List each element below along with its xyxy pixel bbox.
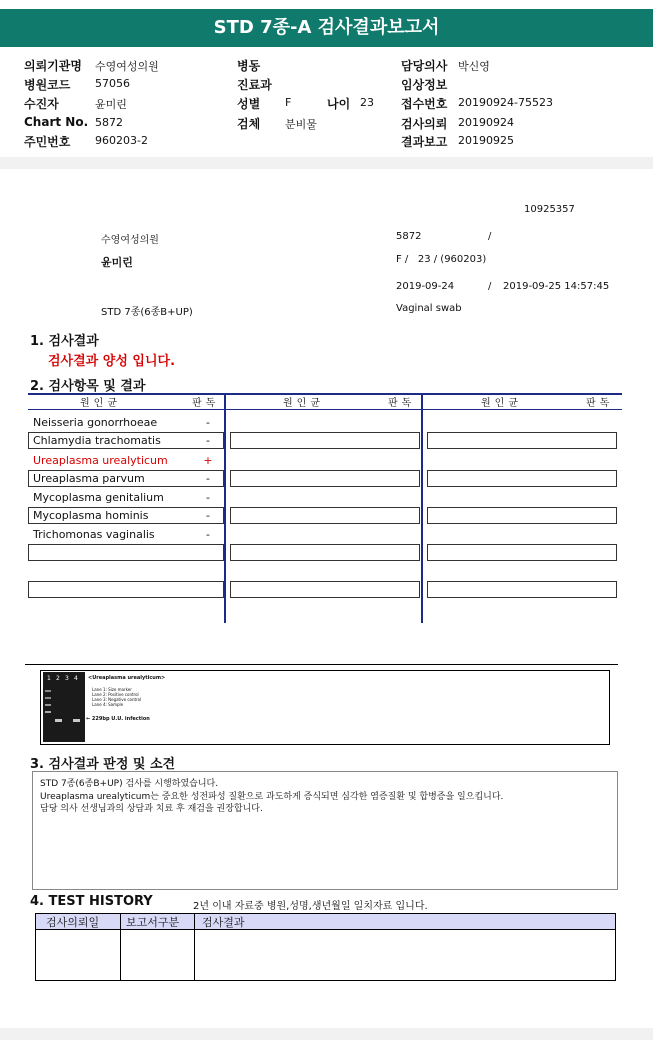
value-specimen: 분비물: [285, 118, 317, 131]
ladder-band: [45, 704, 51, 706]
empty-row-box: [28, 581, 224, 598]
empty-row-box: [427, 581, 617, 598]
column-divider-2: [421, 395, 423, 623]
item-verdict: -: [206, 472, 210, 485]
value-hospital-code: 57056: [95, 77, 130, 90]
result-summary: 검사결과 양성 입니다.: [48, 354, 176, 369]
label-specimen: 검체: [237, 117, 261, 131]
item-name: Chlamydia trachomatis: [33, 434, 161, 447]
value-sex: F: [285, 96, 292, 109]
value-institution: 수영여성의원: [95, 60, 159, 73]
label-sex: 성별: [237, 97, 261, 111]
section3-title: 3. 검사결과 판정 및 소견: [30, 757, 176, 772]
label-clinical-info: 임상정보: [401, 78, 448, 92]
gel-legend: Lane 2: Positive control: [92, 692, 139, 697]
section-divider: [25, 664, 618, 665]
label-receipt-no: 접수번호: [401, 97, 448, 111]
report-chart: 5872: [396, 231, 422, 242]
history-table-body: [35, 929, 616, 981]
item-verdict: -: [206, 416, 210, 429]
value-age: 23: [360, 96, 374, 109]
empty-row-box: [427, 470, 617, 487]
report-sex-age: F / 23 / (960203): [396, 254, 487, 265]
report-date-report: 2019-09-25 14:57:45: [503, 281, 610, 292]
item-name: Neisseria gonorrhoeae: [33, 416, 158, 429]
item-verdict: -: [206, 509, 210, 522]
sample-band: [73, 719, 80, 722]
label-resident-no: 주민번호: [24, 135, 71, 149]
history-header-result: 검사결과: [202, 916, 245, 929]
empty-row-box: [427, 544, 617, 561]
lane-number: 3: [65, 675, 69, 682]
item-verdict: -: [206, 491, 210, 504]
report-test-name: STD 7종(6종B+UP): [101, 307, 193, 318]
report-date-request: 2019-09-24: [396, 281, 455, 292]
col-header-pathogen-2: 원인균: [283, 398, 324, 409]
empty-row-box: [230, 581, 420, 598]
label-hospital-code: 병원코드: [24, 78, 71, 92]
value-chart-no: 5872: [95, 116, 123, 129]
empty-row-box: [427, 507, 617, 524]
col-header-verdict-3: 판독: [586, 398, 614, 409]
ladder-band: [45, 690, 51, 692]
gel-electrophoresis-panel: [40, 670, 610, 745]
lane-number: 1: [47, 675, 51, 682]
gel-band-label: ← 229bp U.U. infection: [86, 716, 150, 722]
ladder-band: [45, 711, 51, 713]
empty-row-box: [28, 544, 224, 561]
gel-legend: Lane 3: Negative control: [92, 697, 142, 702]
label-doctor: 담당의사: [401, 59, 448, 73]
report-date-slash: /: [488, 281, 492, 292]
section2-title: 2. 검사항목 및 결과: [30, 379, 146, 394]
value-request-date: 20190924: [458, 116, 514, 129]
gel-legend: Lane 4: Sample: [92, 702, 124, 707]
item-verdict: -: [206, 528, 210, 541]
gel-legend: Lane 1: Size marker: [92, 687, 132, 692]
history-header-request-date: 검사의뢰일: [46, 916, 100, 929]
report-title: STD 7종-A 검사결과보고서: [0, 9, 653, 47]
col-header-pathogen-1: 원인균: [80, 398, 121, 409]
footer-strip: [0, 1028, 653, 1040]
section1-title: 1. 검사결과: [30, 334, 99, 349]
column-divider-1: [224, 395, 226, 623]
label-department: 진료과: [237, 78, 272, 92]
header-separator: [0, 157, 653, 169]
item-name: Ureaplasma parvum: [33, 472, 145, 485]
positive-control-band: [55, 719, 62, 722]
value-doctor: 박신영: [458, 60, 490, 73]
col-header-pathogen-3: 원인균: [481, 398, 522, 409]
empty-row-box: [230, 432, 420, 449]
section4-title: 4. TEST HISTORY: [30, 894, 153, 909]
item-name: Mycoplasma hominis: [33, 509, 149, 522]
gel-title: <Ureaplasma urealyticum>: [88, 675, 166, 681]
value-patient: 윤미린: [95, 98, 127, 111]
history-note: 2년 이내 자료중 병원,성명,생년월일 일치자료 입니다.: [193, 901, 428, 912]
gel-image: [43, 672, 85, 742]
label-report-date: 결과보고: [401, 135, 448, 149]
report-slash: /: [488, 231, 492, 242]
label-request-date: 검사의뢰: [401, 117, 448, 131]
label-institution: 의뢰기관명: [24, 59, 82, 73]
empty-row-box: [427, 432, 617, 449]
col-header-verdict-1: 판독: [192, 398, 220, 409]
label-ward: 병동: [237, 59, 261, 73]
label-chart-no: Chart No.: [24, 115, 89, 129]
col-header-verdict-2: 판독: [388, 398, 416, 409]
history-table-header: [35, 913, 616, 930]
report-specimen: Vaginal swab: [396, 303, 462, 314]
empty-row-box: [230, 470, 420, 487]
opinion-line: 담당 의사 선생님과의 상담과 치료 후 재검을 권장합니다.: [40, 804, 263, 814]
value-receipt-no: 20190924-75523: [458, 96, 553, 109]
label-age: 나이: [327, 97, 351, 111]
ladder-band: [45, 697, 51, 699]
item-verdict: -: [206, 434, 210, 447]
value-report-date: 20190925: [458, 134, 514, 147]
value-resident-no: 960203-2: [95, 134, 148, 147]
lane-number: 4: [74, 675, 78, 682]
history-header-report-type: 보고서구분: [126, 916, 180, 929]
item-name: Trichomonas vaginalis: [33, 528, 155, 541]
history-col-divider: [194, 913, 195, 981]
lane-number: 2: [56, 675, 60, 682]
empty-row-box: [230, 507, 420, 524]
label-patient: 수진자: [24, 97, 59, 111]
opinion-line: Ureaplasma urealyticum는 중요한 성전파성 질환으로 과도하게 증식되면 심각한 염증질환 및 합병증을 일으킵니다.: [40, 792, 504, 802]
report-patient: 윤미린: [101, 256, 133, 269]
item-verdict-positive: +: [203, 454, 213, 467]
barcode-number: 10925357: [524, 204, 575, 215]
opinion-line: STD 7종(6종B+UP) 검사를 시행하였습니다.: [40, 779, 219, 789]
history-col-divider: [120, 913, 121, 981]
item-name-positive: Ureaplasma urealyticum: [33, 454, 168, 467]
item-name: Mycoplasma genitalium: [33, 491, 164, 504]
empty-row-box: [230, 544, 420, 561]
report-clinic: 수영여성의원: [101, 235, 159, 246]
